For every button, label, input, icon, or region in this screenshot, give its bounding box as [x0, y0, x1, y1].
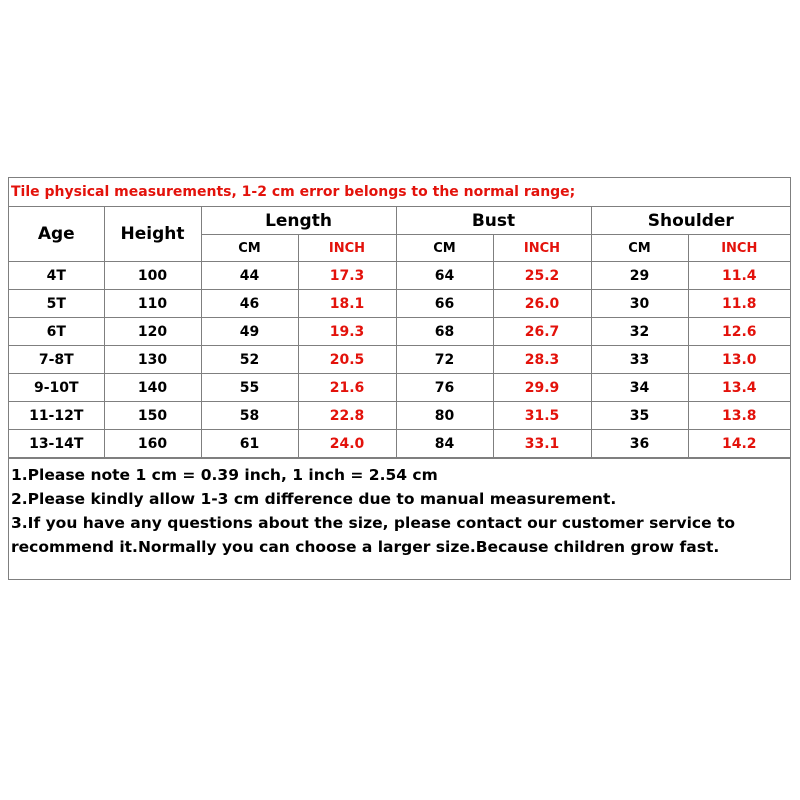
size-table: [9, 207, 790, 458]
bust-inch-cell: 26.7: [493, 318, 591, 346]
bust-inch-cell: 29.9: [493, 374, 591, 402]
age-cell: 11-12T: [9, 402, 104, 430]
length-cm-cell: 44: [201, 262, 298, 290]
size-chart: [8, 177, 791, 580]
length-inch-cell: 21.6: [298, 374, 396, 402]
bust-inch-cell: 25.2: [493, 262, 591, 290]
shoulder-cm-cell: 35: [591, 402, 688, 430]
length-inch-cell: 17.3: [298, 262, 396, 290]
height-header: Height: [104, 207, 201, 262]
age-cell: 4T: [9, 262, 104, 290]
shoulder-inch-cell: 13.0: [688, 346, 790, 374]
height-cell: 110: [104, 290, 201, 318]
age-cell: 13-14T: [9, 430, 104, 458]
bust-inch-cell: 31.5: [493, 402, 591, 430]
bust-cm-cell: 76: [396, 374, 493, 402]
shoulder-cm-cell: 36: [591, 430, 688, 458]
size-table-body: [9, 262, 790, 458]
table-row: [9, 346, 790, 374]
height-cell: 140: [104, 374, 201, 402]
table-row: [9, 318, 790, 346]
bust-inch-cell: 26.0: [493, 290, 591, 318]
age-cell: 9-10T: [9, 374, 104, 402]
table-row: [9, 430, 790, 458]
table-row: [9, 402, 790, 430]
bust-inch-cell: 33.1: [493, 430, 591, 458]
bust-cm-header: CM: [396, 235, 493, 262]
shoulder-cm-cell: 30: [591, 290, 688, 318]
note-line-4: recommend it.Normally you can choose a larger size.Because children grow fast.: [11, 538, 720, 556]
shoulder-inch-cell: 12.6: [688, 318, 790, 346]
shoulder-inch-header: INCH: [688, 235, 790, 262]
length-inch-cell: 18.1: [298, 290, 396, 318]
shoulder-inch-cell: 11.8: [688, 290, 790, 318]
shoulder-cm-cell: 34: [591, 374, 688, 402]
length-inch-cell: 19.3: [298, 318, 396, 346]
length-header: Length: [201, 207, 396, 235]
age-cell: 7-8T: [9, 346, 104, 374]
shoulder-header: Shoulder: [591, 207, 790, 235]
length-cm-cell: 49: [201, 318, 298, 346]
length-cm-header: CM: [201, 235, 298, 262]
bust-cm-cell: 64: [396, 262, 493, 290]
age-cell: 5T: [9, 290, 104, 318]
height-cell: 100: [104, 262, 201, 290]
shoulder-inch-cell: 13.8: [688, 402, 790, 430]
note-line-1: 1.Please note 1 cm = 0.39 inch, 1 inch = 2.54 cm: [11, 466, 438, 484]
length-cm-cell: 55: [201, 374, 298, 402]
age-cell: 6T: [9, 318, 104, 346]
table-row: [9, 262, 790, 290]
bust-inch-header: INCH: [493, 235, 591, 262]
shoulder-inch-cell: 14.2: [688, 430, 790, 458]
length-inch-cell: 20.5: [298, 346, 396, 374]
bust-cm-cell: 84: [396, 430, 493, 458]
length-cm-cell: 58: [201, 402, 298, 430]
table-row: [9, 290, 790, 318]
age-header: Age: [9, 207, 104, 262]
length-cm-cell: 52: [201, 346, 298, 374]
shoulder-inch-cell: 11.4: [688, 262, 790, 290]
shoulder-inch-cell: 13.4: [688, 374, 790, 402]
length-inch-cell: 24.0: [298, 430, 396, 458]
notes-section: [9, 458, 790, 559]
note-line-2: 2.Please kindly allow 1-3 cm difference due to manual measurement.: [11, 490, 617, 508]
height-cell: 130: [104, 346, 201, 374]
length-cm-cell: 46: [201, 290, 298, 318]
bust-cm-cell: 68: [396, 318, 493, 346]
shoulder-cm-cell: 32: [591, 318, 688, 346]
shoulder-cm-cell: 29: [591, 262, 688, 290]
bust-cm-cell: 66: [396, 290, 493, 318]
length-inch-cell: 22.8: [298, 402, 396, 430]
shoulder-cm-cell: 33: [591, 346, 688, 374]
bust-cm-cell: 72: [396, 346, 493, 374]
shoulder-cm-header: CM: [591, 235, 688, 262]
bust-header: Bust: [396, 207, 591, 235]
length-inch-header: INCH: [298, 235, 396, 262]
table-row: [9, 374, 790, 402]
height-cell: 150: [104, 402, 201, 430]
bust-inch-cell: 28.3: [493, 346, 591, 374]
length-cm-cell: 61: [201, 430, 298, 458]
measurement-note: Tile physical measurements, 1-2 cm error belongs to the normal range;: [9, 178, 790, 207]
note-line-3: 3.If you have any questions about the size, please contact our customer service to: [11, 514, 736, 532]
bust-cm-cell: 80: [396, 402, 493, 430]
height-cell: 120: [104, 318, 201, 346]
height-cell: 160: [104, 430, 201, 458]
